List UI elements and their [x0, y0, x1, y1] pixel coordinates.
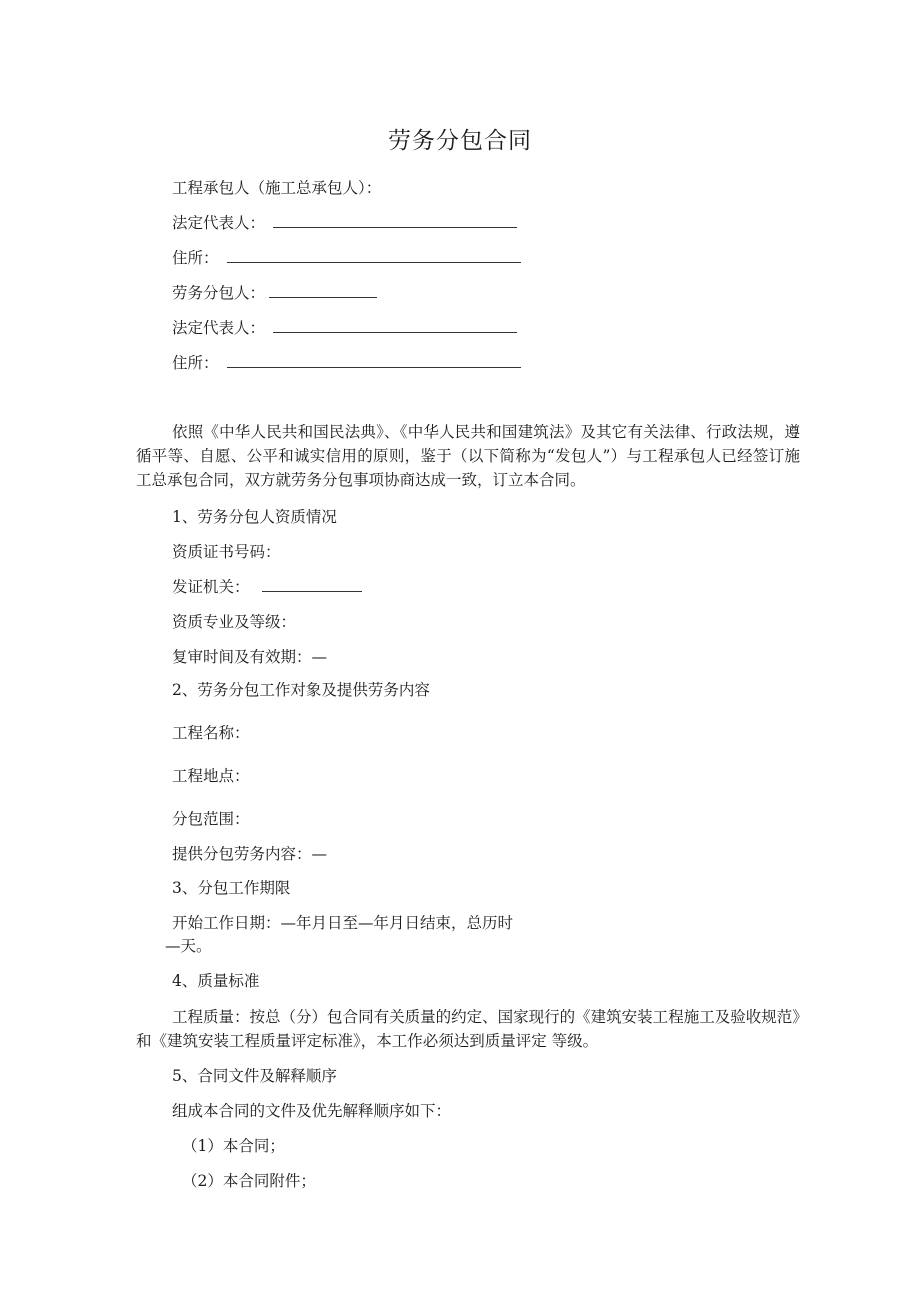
document-item-2: （2）本合同附件；	[182, 1172, 316, 1190]
address-2-line	[172, 353, 521, 373]
contractor-label: 工程承包人（施工总承包人）：	[172, 179, 382, 197]
subcontractor-label: 劳务分包人：	[172, 284, 266, 302]
document-item-1: （1）本合同；	[182, 1137, 285, 1155]
documents-intro-line: 组成本合同的文件及优先解释顺序如下：	[172, 1102, 452, 1120]
address-2-blank	[227, 353, 521, 368]
section2-heading: 2、劳务分包工作对象及提供劳务内容	[172, 681, 430, 699]
issuer-line	[172, 577, 362, 597]
review-line: 复审时间及有效期：—	[172, 648, 328, 666]
address-2-label: 住所：	[172, 354, 219, 372]
labor-content-line: 提供分包劳务内容：—	[172, 845, 328, 863]
legal-rep-1-blank	[273, 213, 517, 228]
section5-heading: 5、合同文件及解释顺序	[172, 1067, 337, 1085]
address-1-line	[172, 248, 521, 268]
cert-number-line: 资质证书号码：	[172, 543, 281, 561]
legal-rep-2-blank	[273, 318, 517, 333]
period-line-1: 开始工作日期：—年月日至—年月日结束，总历时	[172, 914, 514, 932]
address-1-label: 住所：	[172, 249, 219, 267]
legal-rep-2-label: 法定代表人：	[172, 319, 266, 337]
quality-paragraph: 工程质量：按总（分）包合同有关质量的约定、国家现行的《建筑安装工程施工及验收规范》和《建筑安装工程质量评定标准》，本工作必须达到质量评定 等级。	[136, 1008, 800, 1050]
legal-rep-2-line	[172, 318, 517, 338]
issuer-label: 发证机关：	[172, 578, 250, 596]
specialty-line: 资质专业及等级：	[172, 613, 297, 631]
contractor-line	[172, 178, 381, 198]
address-1-blank	[227, 248, 521, 263]
section1-heading: 1、劳务分包人资质情况	[172, 508, 337, 526]
legal-rep-1-label: 法定代表人：	[172, 214, 266, 232]
section3-heading: 3、分包工作期限	[172, 879, 291, 897]
preamble-paragraph: 依照《中华人民共和国民法典》、《中华人民共和国建筑法》及其它有关法律、行政法规，遵循平等、自愿、公平和诚实信用的原则，鉴于（以下简称为“发包人”）与工程承包人已经签订施工总承包合同，双方就劳务分包事项协商达成一致，订立本合同。	[136, 423, 800, 489]
project-name-line: 工程名称：	[172, 724, 250, 742]
issuer-blank	[262, 577, 362, 592]
scope-line: 分包范围：	[172, 810, 250, 828]
document-title: 劳务分包合同	[388, 128, 532, 154]
section4-heading: 4、质量标准	[172, 972, 260, 990]
project-site-line: 工程地点：	[172, 767, 250, 785]
legal-rep-1-line	[172, 213, 517, 233]
subcontractor-line	[172, 283, 377, 303]
subcontractor-blank	[269, 283, 377, 298]
period-line-2: —天。	[165, 937, 212, 955]
